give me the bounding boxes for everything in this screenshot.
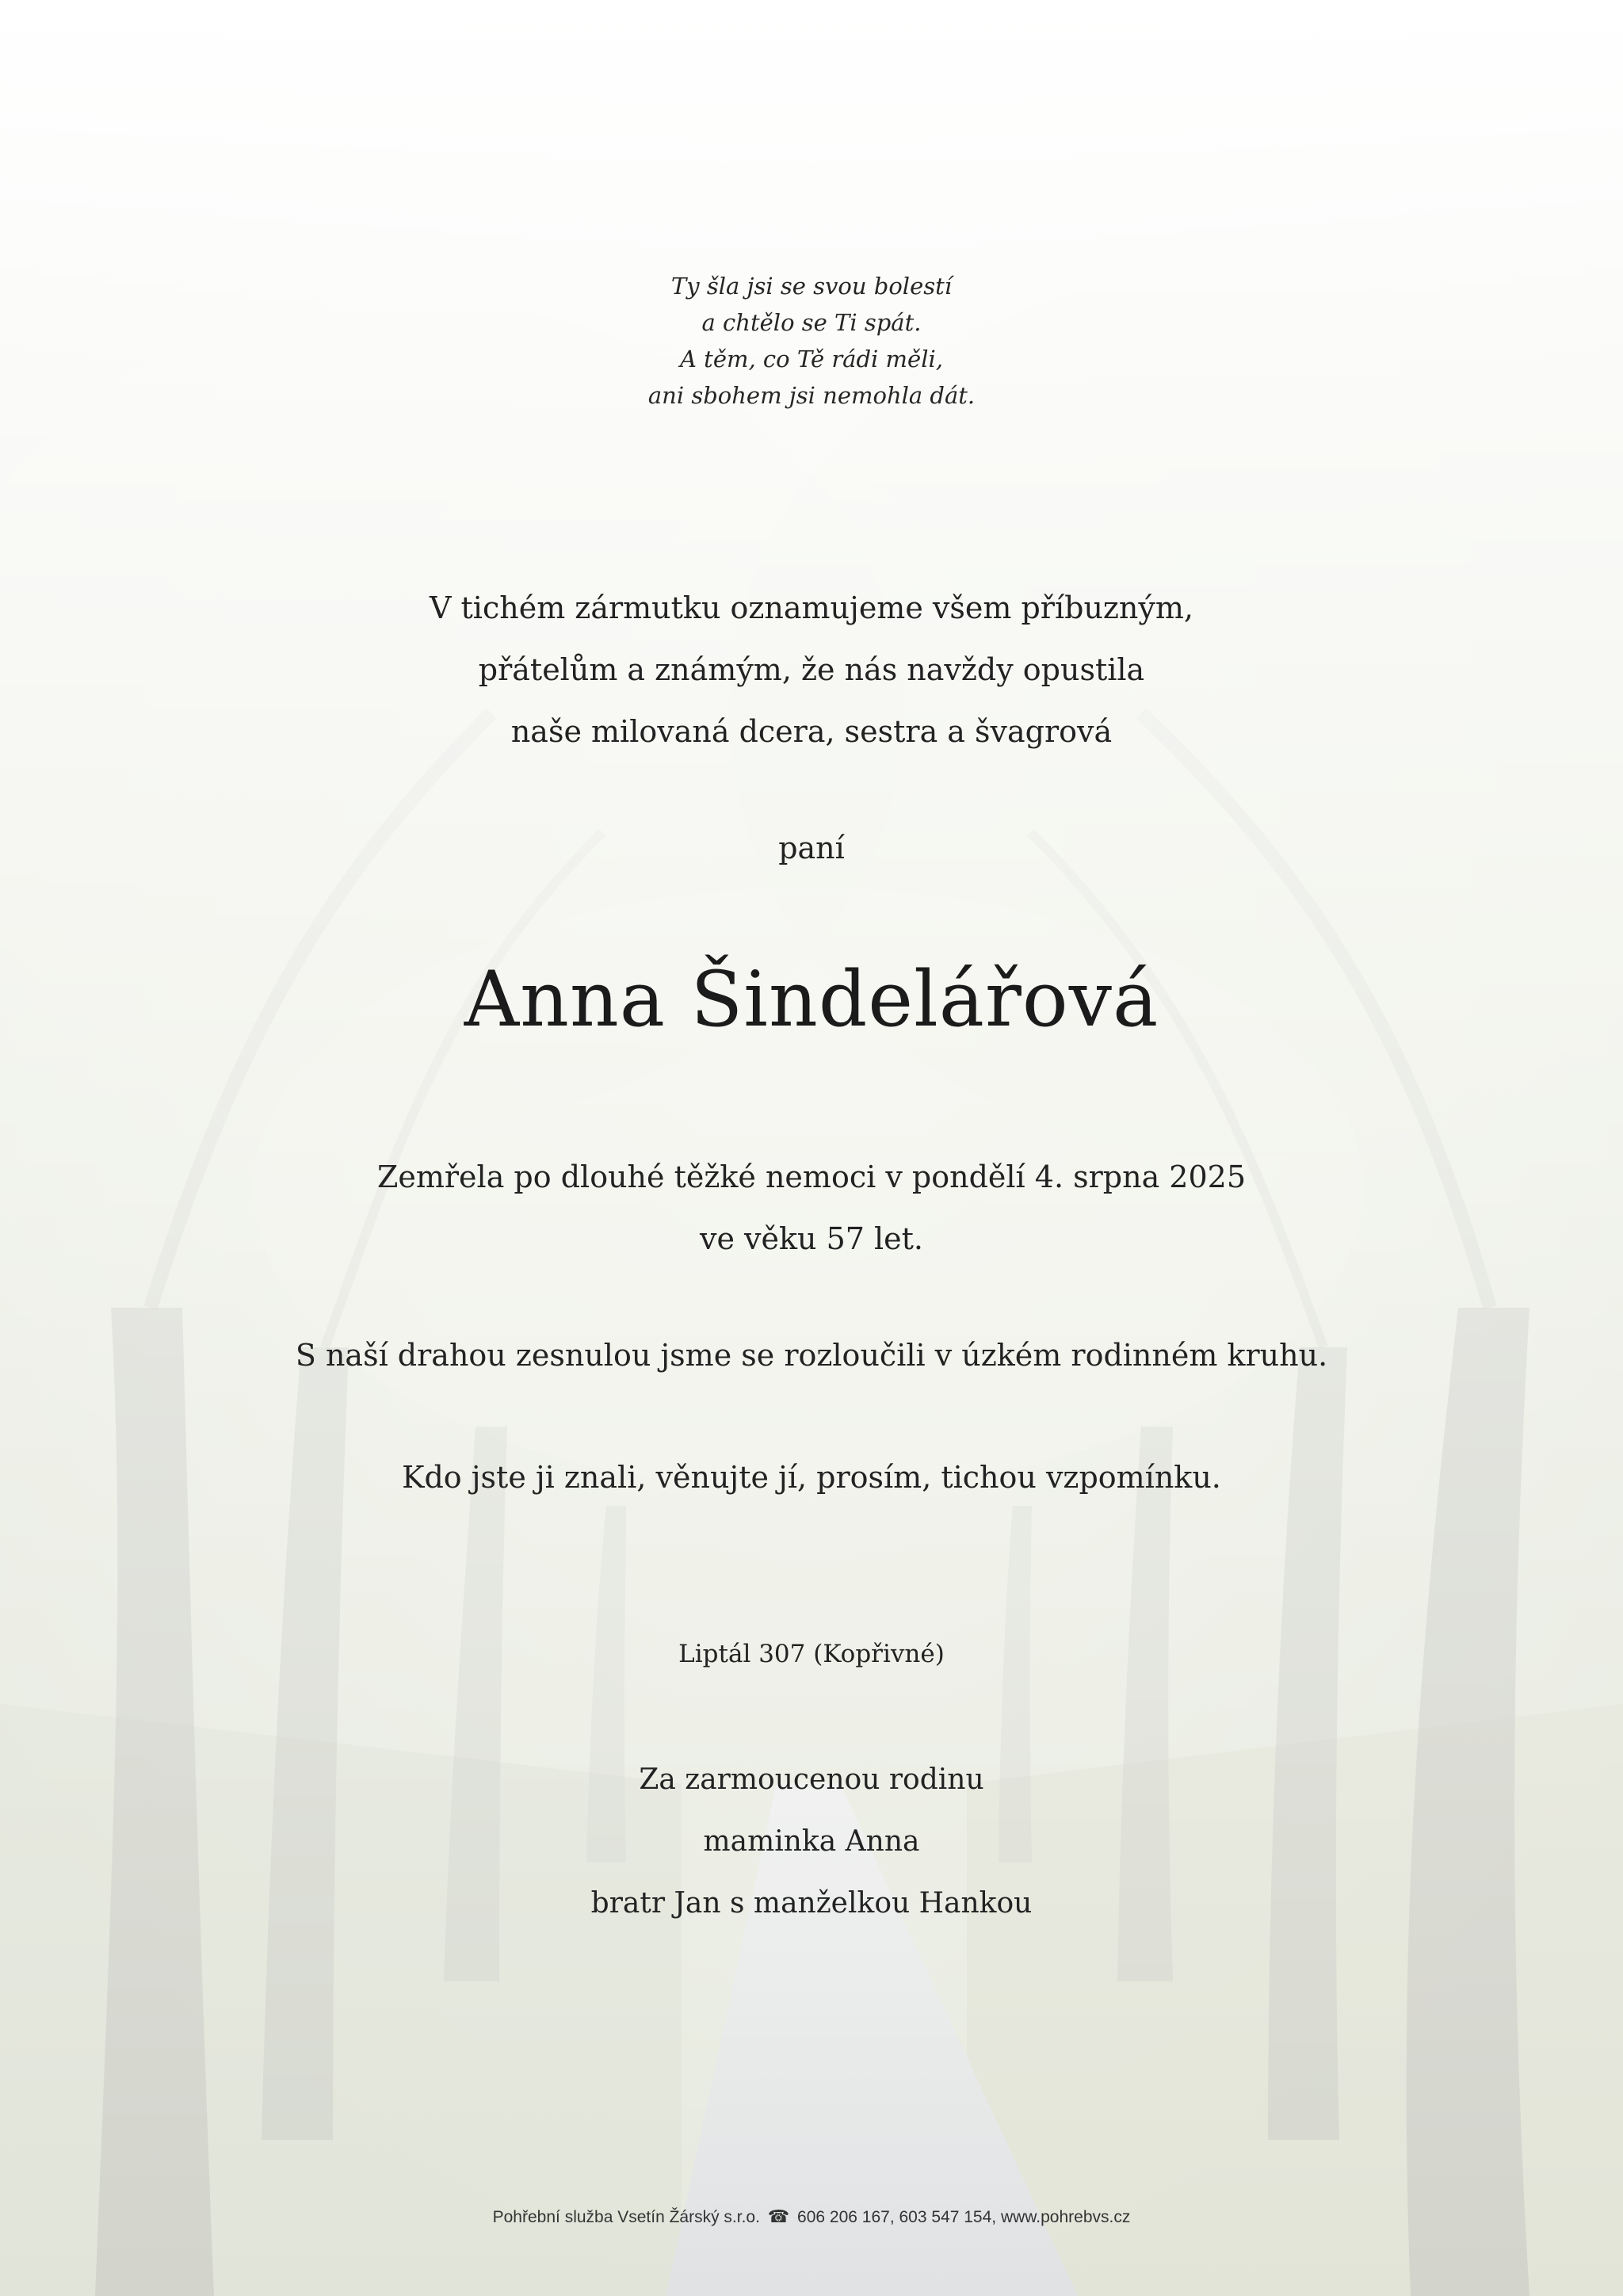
- poem-line: Ty šla jsi se svou bolestí: [670, 273, 953, 300]
- deceased-name: Anna Šindelářová: [464, 955, 1159, 1044]
- title-word: paní: [778, 831, 845, 865]
- family-line: bratr Jan s manželkou Hankou: [590, 1887, 1033, 1920]
- announcement-line: přátelům a známým, že nás navždy opustila: [478, 652, 1145, 687]
- announcement-line: V tichém zármutku oznamujeme všem příbuzným,: [430, 590, 1193, 625]
- footer-contacts: 606 206 167, 603 547 154, www.pohrebvs.cz: [797, 2208, 1131, 2226]
- death-info-line: ve věku 57 let.: [700, 1221, 923, 1256]
- family-line: maminka Anna: [703, 1825, 920, 1858]
- announcement-line: naše milovaná dcera, sestra a švagrová: [510, 714, 1113, 749]
- footer: [0, 2206, 1623, 2227]
- poem-line: a chtělo se Ti spát.: [701, 309, 922, 336]
- family-line: Za zarmoucenou rodinu: [639, 1763, 984, 1796]
- remembrance-text: Kdo jste ji znali, věnujte jí, prosím, tichou vzpomínku.: [402, 1460, 1221, 1495]
- farewell-text: S naší drahou zesnulou jsme se rozloučili v úzkém rodinném kruhu.: [295, 1338, 1328, 1373]
- footer-company: Pohřební služba Vsetín Žárský s.r.o.: [492, 2208, 760, 2226]
- announcement: [0, 577, 1623, 762]
- death-info-line: Zemřela po dlouhé těžké nemoci v pondělí 4. srpna 2025: [376, 1159, 1247, 1194]
- death-info: [0, 1146, 1623, 1270]
- poem-line: ani sbohem jsi nemohla dát.: [647, 382, 976, 409]
- family-signature: [0, 1749, 1623, 1935]
- address: Liptál 307 (Kopřivné): [678, 1640, 945, 1668]
- poem: [0, 268, 1623, 414]
- phone-icon: ☎: [767, 2206, 790, 2226]
- poem-line: A těm, co Tě rádi měli,: [680, 346, 943, 372]
